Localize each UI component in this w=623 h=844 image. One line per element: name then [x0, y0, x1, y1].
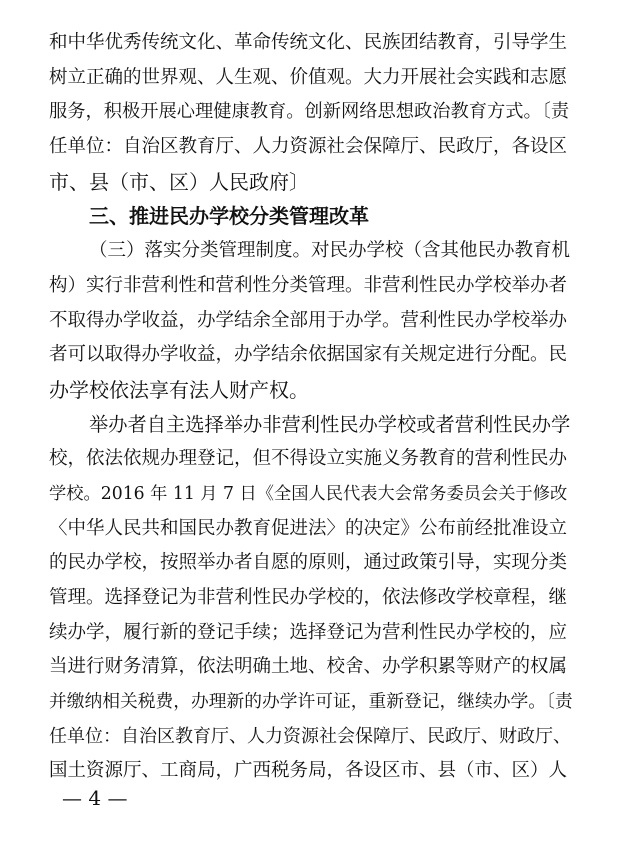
text-line: 当进行财务清算，依法明确土地、校舍、办学积累等财产的权属: [49, 656, 568, 678]
text-line: （三）落实分类管理制度。对民办学校（含其他民办教育机: [89, 240, 571, 262]
section-heading: 三、推进民办学校分类管理改革: [89, 204, 369, 229]
text-line: 树立正确的世界观、人生观、价值观。大力开展社会实践和志愿: [49, 66, 568, 88]
text-line: 不取得办学收益，办学结余全部用于办学。营利性民办学校举办: [49, 309, 568, 331]
text-line: 任单位：自治区教育厅、人力资源社会保障厅、民政厅、财政厅、: [49, 725, 571, 747]
text-line: 校，依法依规办理登记，但不得设立实施义务教育的营利性民办: [49, 448, 568, 470]
text-line: 和中华优秀传统文化、革命传统文化、民族团结教育，引导学生: [49, 32, 568, 53]
text-line: 服务，积极开展心理健康教育。创新网络思想政治教育方式。〔责: [49, 101, 570, 123]
text-line: 市、县（市、区）人民政府〕: [49, 169, 309, 194]
text-line: 并缴纳相关税费，办理新的办学许可证，重新登记，继续办学。〔责: [49, 692, 573, 713]
text-line: 构）实行非营利性和营利性分类管理。非营利性民办学校举办者: [49, 274, 568, 296]
text-line: 的民办学校，按照举办者自愿的原则，通过政策引导，实现分类: [49, 552, 568, 574]
page-number: — 4 —: [62, 786, 128, 810]
text-line: 办学校依法享有法人财产权。: [49, 377, 309, 402]
text-line: 学校。2016 年 11 月 7 日《全国人民代表大会常务委员会关于修改: [49, 483, 568, 504]
text-line: 国土资源厅、工商局，广西税务局，各设区市、县（市、区）人: [49, 760, 568, 782]
text-line: 举办者自主选择举办非营利性民办学校或者营利性民办学: [89, 412, 571, 436]
text-line: 管理。选择登记为非营利性民办学校的，依法修改学校章程，继: [49, 587, 568, 608]
text-line: 续办学，履行新的登记手续；选择登记为营利性民办学校的，应: [49, 621, 568, 643]
text-line: 〈中华人民共和国民办教育促进法〉的决定》公布前经批准设立: [49, 517, 568, 539]
document-body: [49, 26, 573, 789]
text-line: 任单位：自治区教育厅、人力资源社会保障厅、民政厅，各设区: [49, 136, 568, 158]
text-line: 者可以取得办学收益，办学结余依据国家有关规定进行分配。民: [49, 344, 568, 366]
